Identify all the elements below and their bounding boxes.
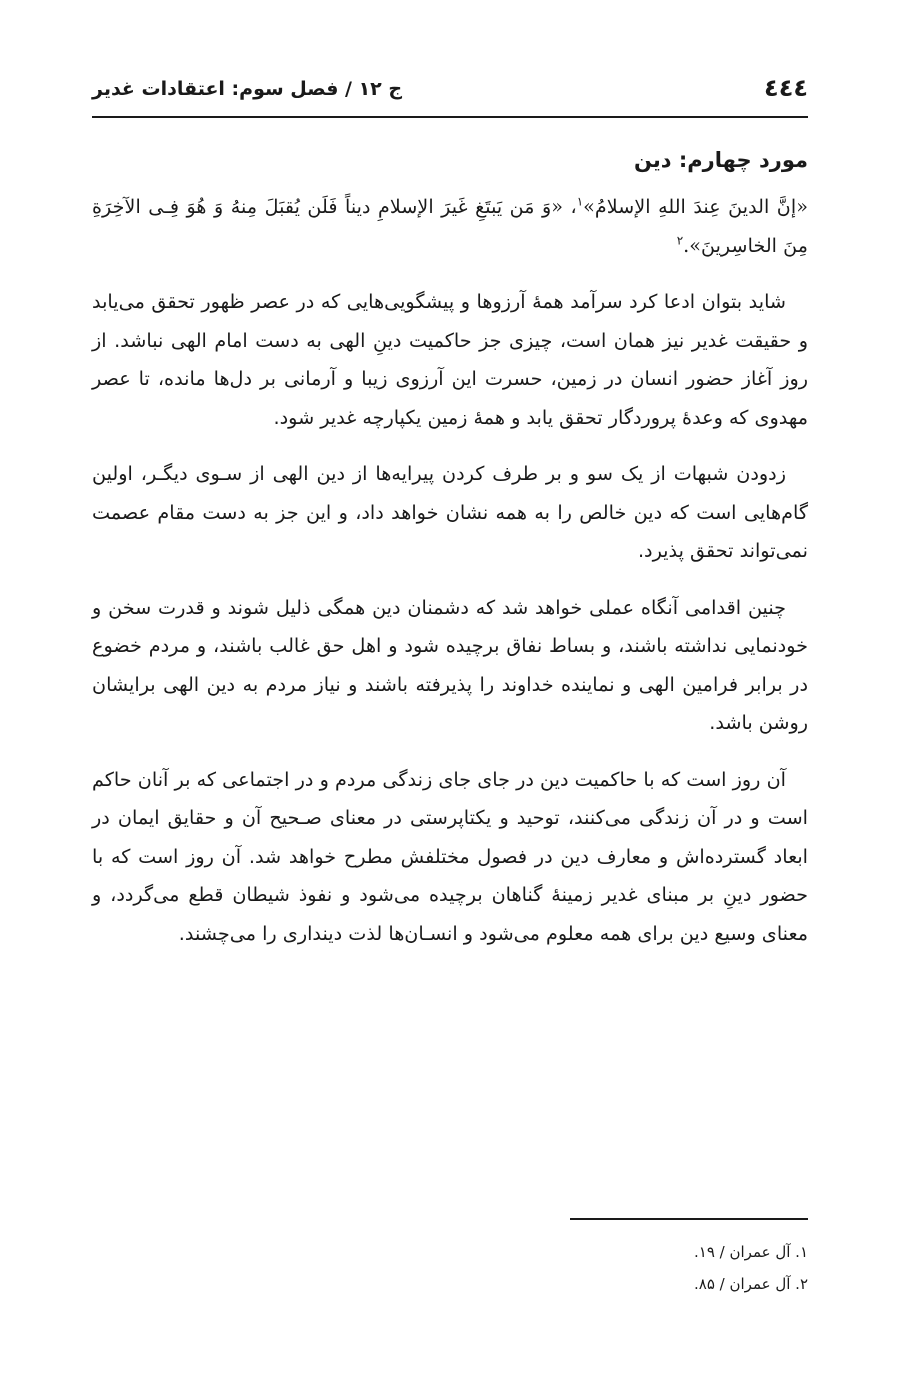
footnote-1: ۱. آل عمران / ۱۹.: [693, 1243, 808, 1261]
quote-end: .: [683, 233, 690, 257]
header-rule: [92, 116, 808, 118]
running-title: ج ۱۲ / فصل سوم: اعتقادات غدیر: [92, 78, 403, 100]
section-title: مورد چهارم: دین: [634, 148, 808, 172]
page-number: ٤٤٤: [764, 74, 808, 102]
paragraph-4: آن روز است که با حاکمیت دین در جای جای زندگی مردم و در اجتماعی که بر آنان حاکم است و در آن زندگی می‌کنند، توحید و یکتاپرستی در معنای صـحیح آن و حقایق ایمان در ابعاد گسترده‌اش و معارف دین در فصول مختلفش مطرح خواهد شد. آن روز است که با حضور دینِ بر مبنای غدیر زمینهٔ گناهان برچیده می‌شود و نفوذ شیطان قطع می‌گردد، و معنای وسیع دین برای همه معلوم می‌شود و انسـان‌ها لذت دینداری را می‌چشند.: [92, 767, 808, 945]
footnote-rule: [570, 1218, 808, 1220]
page-header: [92, 72, 808, 118]
footnote-2: ۲. آل عمران / ۸۵.: [693, 1275, 808, 1293]
footnote-ref-1: ۱: [576, 194, 584, 209]
quran-quote: [92, 188, 808, 265]
footnotes: [508, 1236, 808, 1300]
paragraph-2: زدودن شبهات از یک سو و بر طرف کردن پیرایه‌ها از دین الهی از سـوی دیگـر، اولین گام‌هایی است که دین خالص را به همه نشان خواهد داد، و این جز به دست مقام عصمت نمی‌تواند تحقق پذیرد.: [92, 462, 808, 562]
quote-verse-1: «إنَّ الدینَ عِندَ اللهِ الإسلامُ»: [583, 195, 808, 218]
paragraph-3: چنین اقدامی آنگاه عملی خواهد شد که دشمنان دین همگی ذلیل شوند و قدرت سخن و خودنمایی نداشته باشند، و بساط نفاق برچیده شود و اهل حق غالب باشند، و مردم خضوع در برابر فرامین الهی و نماینده خداوند را پذیرفته باشند و نیاز مردم به دین الهی برایشان روشن باشد.: [92, 595, 808, 734]
footnote-ref-2: ۲: [676, 233, 684, 248]
quote-verse-2: «وَ مَن یَبتَغِ غَیرَ الإسلامِ دیناً فَلَن یُقبَلَ مِنهُ وَ هُوَ فِـی الآخِرَةِ مِنَ الخاسِرینَ»: [92, 195, 808, 257]
quote-separator: ،: [563, 195, 577, 218]
page-body: [92, 188, 808, 953]
paragraph-1: شاید بتوان ادعا کرد سرآمد همهٔ آرزوها و پیشگویی‌هایی که در عصر ظهور تحقق می‌یابد و حقیقت غدیر نیز همان است، چیزی جز حاکمیت دینِ الهی به دست امام الهی نباشد. از روز آغاز حضور انسان در زمین، حسرت این آرزوی زیبا و آرمانی بر دل‌ها مانده، تا عصر مهدوی که وعدهٔ پروردگار تحقق یابد و همهٔ زمین یکپارچه غدیر شود.: [92, 290, 808, 429]
